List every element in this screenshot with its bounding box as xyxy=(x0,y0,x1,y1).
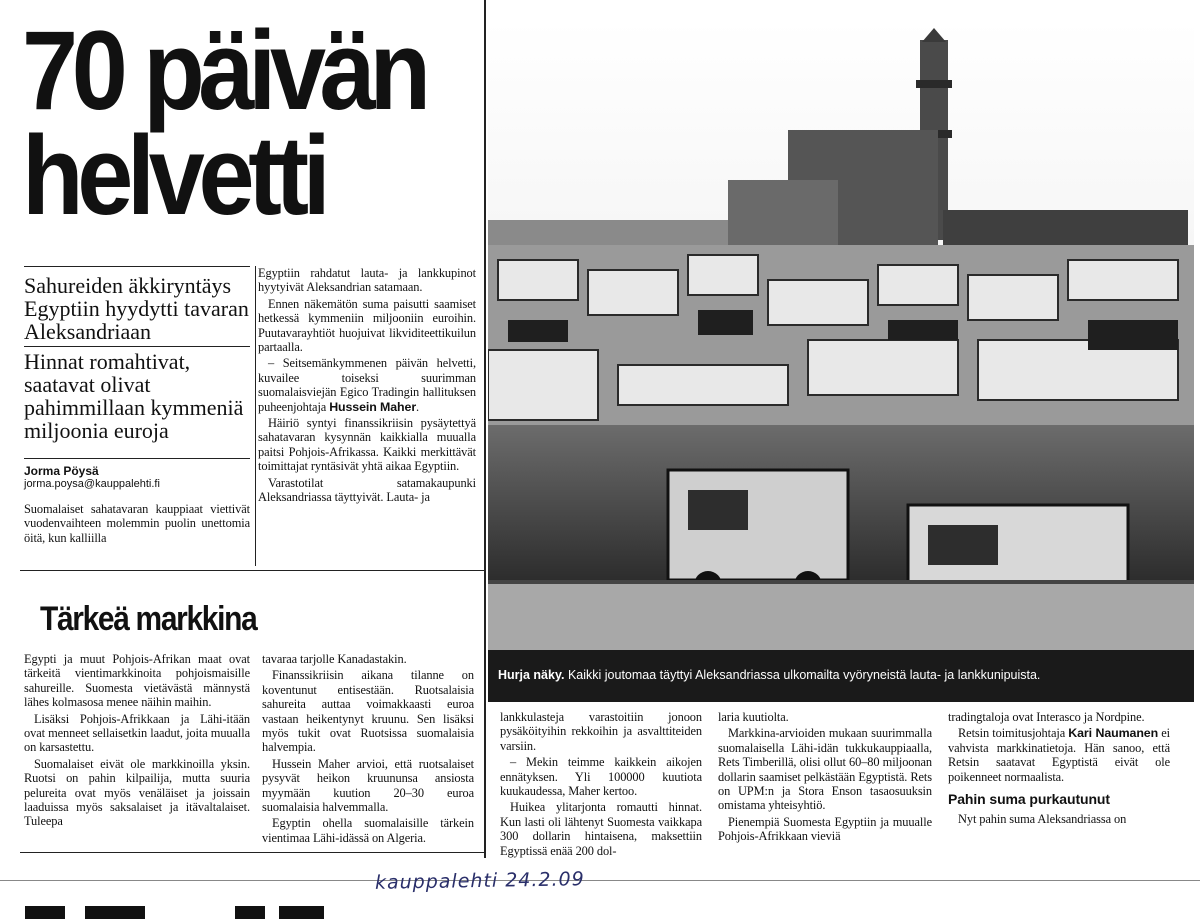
paragraph: Lisäksi Pohjois-Afrikkaan ja Lähi-itään ovat menneet sellaisetkin laadut, joita muualla on karsastettu. xyxy=(24,711,250,755)
paragraph: laria kuutiolta. xyxy=(718,710,789,724)
headline-line-2: helvetti xyxy=(22,113,325,238)
paragraph-text: Retsin toimitusjohtaja xyxy=(958,726,1069,741)
paragraph xyxy=(948,726,1170,784)
deck-kicker: Sahureiden äkkiryntäys Egyptiin hyydytti tavaran Aleksandriaan xyxy=(24,273,249,344)
box-bottom-rule xyxy=(20,852,486,853)
column-divider xyxy=(255,266,256,566)
box-column-1 xyxy=(24,652,250,831)
caption-lead: Hurja näky. xyxy=(498,668,565,682)
box-right-rule xyxy=(484,0,486,858)
paragraph-text: ei vahvista markkinatietoja. Hän sanoo, että Retsin saatavat Egyptistä eivät ole poikenneet normaalista. xyxy=(948,726,1170,784)
page-fold-rule xyxy=(0,880,1200,881)
paragraph: tavaraa tarjolle Kanadastakin. xyxy=(262,652,407,666)
box-top-rule xyxy=(20,570,486,571)
port-photo xyxy=(488,20,1194,702)
headline xyxy=(22,8,445,238)
column-main xyxy=(258,266,476,507)
headline-line-1: 70 päivän xyxy=(22,8,425,133)
caption-text: Kaikki joutomaa täyttyi Aleksandriassa ulkomailta vyöryneistä lauta- ja lankkunipuista. xyxy=(567,668,1041,682)
column-subhead: Pahin suma purkautunut xyxy=(948,791,1110,808)
paragraph: Huikea ylitarjonta romautti hinnat. Kun lasti oli lähtenyt Suomesta vaikkapa 300 dollarin hintaisena, maksettiin Egyptissä enää 200 dol- xyxy=(500,800,702,858)
paragraph: Suomalaiset eivät ole markkinoilla yksin. Ruotsi on pahin kilpailija, mutta suuria pelureita ovat myös venäläiset ja joissain laaduissa myös saksalaiset ja itävaltalaiset. Tuleepa xyxy=(24,756,250,829)
person-name: Kari Naumanen xyxy=(1068,726,1159,741)
paragraph: Suomalaiset sahatavaran kauppiaat viettivät vuodenvaihteen molemmin puolin unettomia öitä, kun kalliilla xyxy=(24,502,250,545)
byline-email: jorma.poysa@kauppalehti.fi xyxy=(24,478,160,490)
paragraph: Nyt pahin suma Aleksandriassa on xyxy=(958,812,1127,827)
box-column-2 xyxy=(262,652,474,847)
paragraph: Varastotilat satamakaupunki Aleksandriassa täyttyivät. Lauta- ja xyxy=(258,475,476,505)
column-3 xyxy=(500,710,702,860)
column-5 xyxy=(948,710,1170,829)
paragraph: Markkina-arvioiden mukaan suurimmalla suomalaisella Lähi-idän tukkukauppiaalla, Rets Timberillä, olisi ollut 60–80 miljoonan dollarin saamiset pelkästään Egyptistä. Rets on UPM:n ja Stora Enson tasaosuuksin omistama yhteisyhtiö. xyxy=(718,726,932,813)
paragraph: lankkulasteja varastoitiin jonoon pysäköityihin rekkoihin ja asvalttiteiden varsiin. xyxy=(500,710,702,753)
paragraph: Häiriö syntyi finanssikriisin pysäytettyä sahatavaran kysynnän kaikkialla muualla paitsi Pohjois-Afrikassa. Kaikki merkittävät toimittajat ryntäsivät yhtä aikaa Egyptiin. xyxy=(258,416,476,474)
paragraph: Pienempiä Suomesta Egyptiin ja muualle Pohjois-Afrikkaan vieviä xyxy=(718,814,932,844)
column-4 xyxy=(718,710,932,846)
quote-text: – Seitsemänkymmenen päivän helvetti, kuvailee toiseksi suurimman suomalaisviejän Egico Tradingin hallituksen puheenjohtaja xyxy=(258,356,476,414)
box-subhead: Tärkeä markkina xyxy=(40,600,257,638)
rule xyxy=(24,346,250,347)
byline xyxy=(24,464,249,490)
deck-summary: Hinnat romahtivat, saatavat olivat pahimmillaan kymmeniä miljoonia euroja xyxy=(24,349,244,443)
paragraph: tradingtaloja ovat Interasco ja Nordpine. xyxy=(948,710,1145,724)
handwritten-date: kauppalehti 24.2.09 xyxy=(374,868,585,894)
paragraph: – Mekin teimme kaikkein aikojen ennätyksen. Yli 100000 kuutiota kuukaudessa, Maher kertoo. xyxy=(500,755,702,799)
paragraph: Finanssikriisin aikana tilanne on koventunut entisestään. Ruotsalaisia sahureita auttaa voimakkaasti euroa vastaan heikentynyt kruunu. Sen lisäksi myös tukit ovat Ruotsissa suomalaisia halvempia. xyxy=(262,668,474,755)
column-intro xyxy=(24,502,250,547)
paragraph: Ennen näkemätön suma paisutti saamiset hetkessä kymmeniin miljooniin euroihin. Puutavarayhtiöt huojuivat likviditeettikuilun partaalla. xyxy=(258,296,476,355)
paragraph: – Seitsemänkymmenen päivän helvetti, kuvailee toiseksi suurimman suomalaisviejän Egico Tradingin hallituksen puheenjohtaja Hussein Maher. xyxy=(258,356,476,414)
paragraph: Egyptiin rahdatut lauta- ja lankkupinot hyytyivät Aleksandrian satamaan. xyxy=(258,266,476,295)
next-clipping-edge xyxy=(25,900,625,919)
quote-name: Hussein Maher xyxy=(329,399,417,414)
rule xyxy=(24,458,250,459)
paragraph: Egypti ja muut Pohjois-Afrikan maat ovat tärkeitä vientimarkkinoita pohjoismaisille sahureille. Suomesta vietävästä männystä lähes kolmasosa menee näihin maihin. xyxy=(24,652,250,710)
photo-caption xyxy=(494,662,1194,688)
byline-name: Jorma Pöysä xyxy=(24,464,99,478)
paragraph: Hussein Maher arvioi, että ruotsalaiset pysyvät heikon kruununsa ansiosta myymään kuution 20–30 euroa suomalaisia halvemmalla. xyxy=(262,756,474,815)
paragraph: Egyptin ohella suomalaisille tärkein vientimaa Lähi-idässä on Algeria. xyxy=(262,816,474,845)
rule xyxy=(24,266,250,267)
